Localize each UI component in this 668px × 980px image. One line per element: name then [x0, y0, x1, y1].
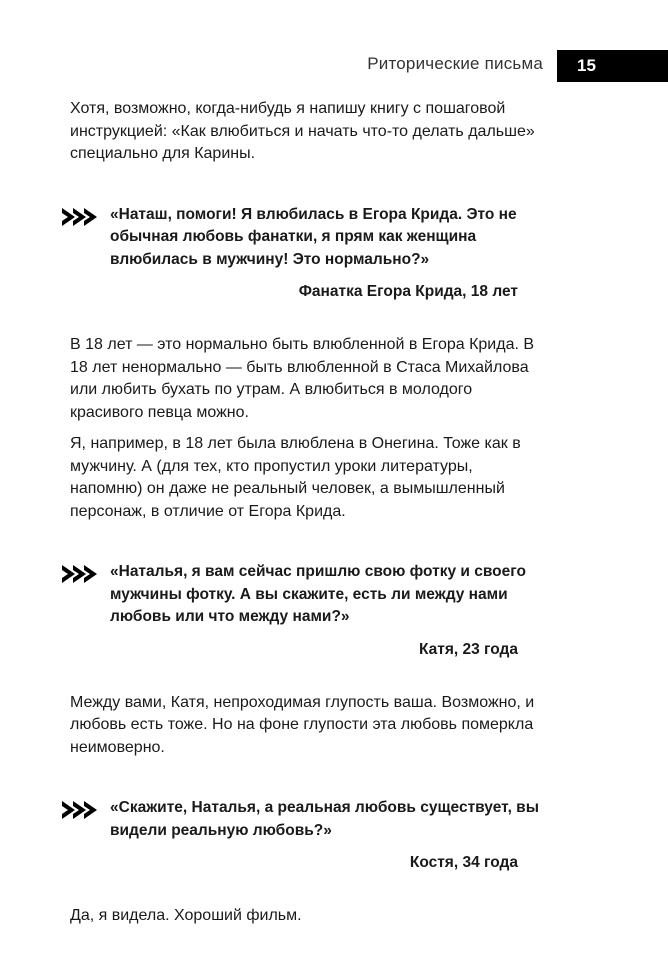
answer-paragraph: Да, я видела. Хороший фильм.: [70, 907, 302, 924]
reader-letter-3: [70, 797, 540, 842]
reader-letter-2: [70, 561, 540, 629]
reader-letter-1: [70, 204, 540, 272]
answer-paragraph: Между вами, Катя, непроходимая глупость ваша. Возможно, и любовь есть тоже. Но на фоне глупости эта любовь померкла неимоверно.: [70, 693, 535, 756]
answer-paragraph: Я, например, в 18 лет была влюблена в Онегина. Тоже как в мужчину. А (для тех, кто пропустил уроки литературы, напомню) он даже не реальный человек, а вымышленный персонаж, в отличие от Егора Крида.: [70, 435, 521, 520]
running-header-title: Риторические письма: [367, 54, 543, 73]
letter-author: Фанатка Егора Крида, 18 лет: [298, 283, 518, 300]
page-body: [70, 98, 540, 928]
letter-text: «Наташ, помоги! Я влюбилась в Егора Крида. Это не обычная любовь фанатки, я прям как женщина влюбилась в мужчину! Это нормально?»: [110, 205, 517, 268]
letter-text: «Скажите, Наталья, а реальная любовь существует, вы видели реальную любовь?»: [110, 799, 539, 839]
page-number: 15: [557, 50, 668, 82]
letter-author: Костя, 34 года: [409, 854, 518, 871]
answer-paragraph: В 18 лет — это нормально быть влюбленной в Егора Крида. В 18 лет ненормально — быть влюбленной в Стаса Михайлова или любить бухать по утрам. А влюбиться в молодого красивого певца можно.: [70, 336, 535, 421]
triple-arrow-icon: [62, 565, 102, 583]
letter-author: Катя, 23 года: [418, 640, 518, 658]
triple-arrow-icon: [62, 208, 102, 226]
triple-arrow-icon: [62, 801, 102, 819]
letter-text: «Наталья, я вам сейчас пришлю свою фотку и своего мужчины фотку. А вы скажите, есть ли между нами любовь или что между нами?»: [110, 563, 526, 625]
intro-paragraph: Хотя, возможно, когда-нибудь я напишу книгу с пошаговой инструкцией: «Как влюбиться и начать что-то делать дальше» специально для Карины.: [70, 100, 535, 162]
